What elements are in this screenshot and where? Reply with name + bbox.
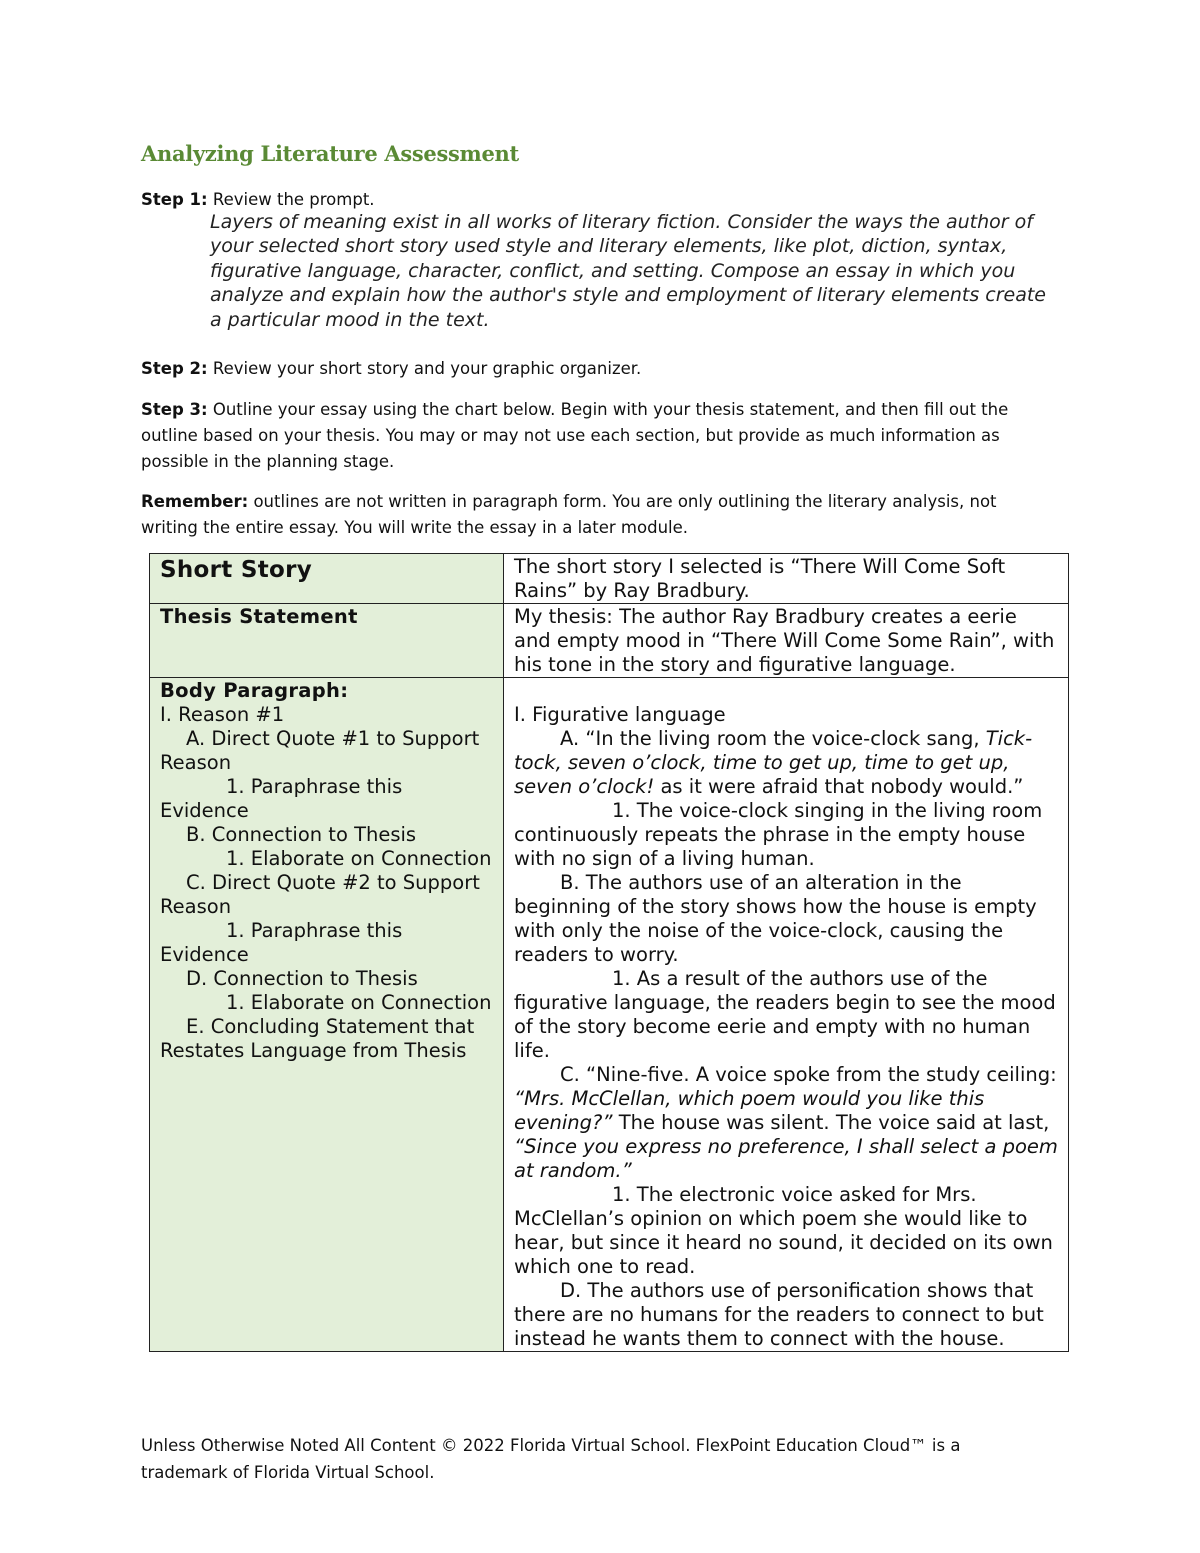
thesis-value: My thesis: The author Ray Bradbury creates a eerie and empty mood in “There Will Come Some Rain”, with his tone in the story and figurative language. xyxy=(514,605,1055,676)
body-paragraph-response-cell xyxy=(504,678,1069,1352)
step-1-label: Step 1: xyxy=(141,190,208,209)
remember-note xyxy=(141,489,1021,541)
response-a1: 1. The voice-clock singing in the living room continuously repeats the phrase in the empty house with no sign of a living human. xyxy=(514,799,1043,870)
step-3-text: Outline your essay using the chart below. Begin with your thesis statement, and then fill out the outline based on your thesis. You may or may not use each section, but provide as much information as possible in the planning stage. xyxy=(141,400,1009,471)
step-3-label: Step 3: xyxy=(141,400,208,419)
thesis-label: Thesis Statement xyxy=(160,605,358,628)
outline-connection-1: B. Connection to Thesis xyxy=(186,823,417,846)
step-3 xyxy=(141,397,1021,475)
thesis-label-cell xyxy=(150,604,504,678)
short-story-row xyxy=(150,554,1069,604)
outline-paraphrase-1: 1. Paraphrase this Evidence xyxy=(160,775,403,822)
thesis-value-cell xyxy=(504,604,1069,678)
remember-text: outlines are not written in paragraph form. You are only outlining the literary analysis, not writing the entire essay. You will write the essay in a later module. xyxy=(141,492,997,537)
body-paragraph-label-cell xyxy=(150,678,504,1352)
remember-label: Remember: xyxy=(141,492,249,511)
essay-outline-table xyxy=(149,553,1069,1352)
step-1-text: Review the prompt. xyxy=(207,190,375,209)
outline-connection-2: D. Connection to Thesis xyxy=(186,967,418,990)
essay-prompt: Layers of meaning exist in all works of literary fiction. Consider the ways the author of your selected short story used style and literary elements, like plot, diction, syntax, figurative language, character, conflict, and setting. Compose an essay in which you analyze and explain how the author's style and employment of literary elements create a particular mood in the text. xyxy=(210,211,1046,331)
outline-quote-2: C. Direct Quote #2 to Support Reason xyxy=(160,871,480,918)
response-c1: 1. The electronic voice asked for Mrs. McClellan’s opinion on which poem she would like to hear, but since it heard no sound, it decided on its own which one to read. xyxy=(514,1183,1053,1278)
thesis-row xyxy=(150,604,1069,678)
response-heading: I. Figurative language xyxy=(514,703,726,726)
short-story-label: Short Story xyxy=(160,557,313,583)
response-b1: 1. As a result of the authors use of the figurative language, the readers begin to see the mood of the story become eerie and empty with no human life. xyxy=(514,967,1056,1062)
body-paragraph-row xyxy=(150,678,1069,1352)
short-story-value-cell xyxy=(504,554,1069,604)
response-quote-a: A. “In the living room the voice-clock sang, Tick-tock, seven o’clock, time to get up, time to get up, seven o’clock! as it were afraid that nobody would.” xyxy=(514,727,1033,798)
outline-quote-1: A. Direct Quote #1 to Support Reason xyxy=(160,727,480,774)
step-2 xyxy=(141,356,1021,382)
short-story-label-cell xyxy=(150,554,504,604)
copyright-footer: Unless Otherwise Noted All Content © 2022 Florida Virtual School. FlexPoint Education Cloud™ is a trademark of Florida Virtual School. xyxy=(141,1436,961,1482)
response-b: B. The authors use of an alteration in the beginning of the story shows how the house is empty with only the noise of the voice-clock, causing the readers to worry. xyxy=(514,871,1037,966)
response-quote-c: C. “Nine-five. A voice spoke from the study ceiling: “Mrs. McClellan, which poem would you like this evening?” The house was silent. The voice said at last, “Since you express no preference, I shall select a poem at random.” xyxy=(514,1063,1058,1182)
outline-elaborate-1: 1. Elaborate on Connection xyxy=(226,847,492,870)
outline-elaborate-2: 1. Elaborate on Connection xyxy=(226,991,492,1014)
outline-paraphrase-2: 1. Paraphrase this Evidence xyxy=(160,919,403,966)
short-story-value: The short story I selected is “There Will Come Soft Rains” by Ray Bradbury. xyxy=(514,555,1006,602)
step-2-text: Review your short story and your graphic organizer. xyxy=(207,359,642,378)
outline-reason: I. Reason #1 xyxy=(160,703,285,726)
step-2-label: Step 2: xyxy=(141,359,208,378)
outline-concluding: E. Concluding Statement that Restates Language from Thesis xyxy=(160,1015,475,1062)
response-d: D. The authors use of personification shows that there are no humans for the readers to connect to but instead he wants them to connect with the house. xyxy=(514,1279,1044,1350)
body-paragraph-label: Body Paragraph: xyxy=(160,679,349,702)
page-title: Analyzing Literature Assessment xyxy=(141,141,519,166)
